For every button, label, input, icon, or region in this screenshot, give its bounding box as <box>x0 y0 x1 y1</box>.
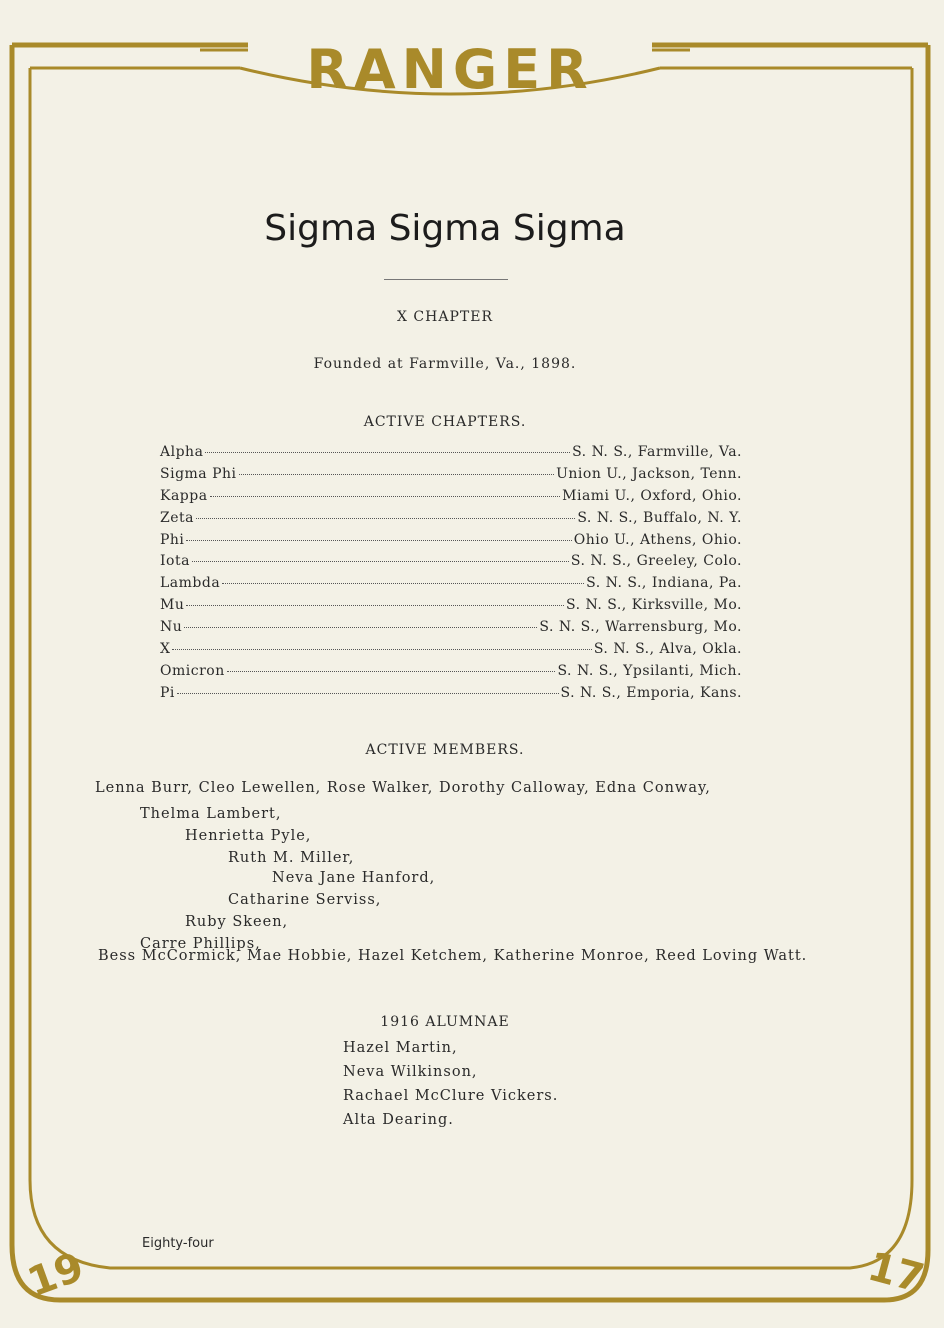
member-line: Carre Phillips, <box>140 936 261 952</box>
chapter-place: S. N. S., Warrensburg, Mo. <box>539 619 742 636</box>
chapter-row <box>160 553 742 575</box>
active-members-heading: ACTIVE MEMBERS. <box>365 742 525 758</box>
member-line: Neva Jane Hanford, <box>272 870 436 886</box>
ranger-banner: RANGER <box>306 38 594 101</box>
chapter-name: Pi <box>160 684 175 701</box>
alumnae-heading: 1916 ALUMNAE <box>380 1014 510 1030</box>
member-line: Thelma Lambert, <box>140 806 282 822</box>
member-line: Henrietta Pyle, <box>185 828 312 844</box>
chapter-place: S. N. S., Indiana, Pa. <box>586 575 742 592</box>
chapter-place: Miami U., Oxford, Ohio. <box>562 487 742 504</box>
chapter-row <box>160 444 742 466</box>
member-line: Ruby Skeen, <box>185 914 289 930</box>
member-line: Ruth M. Miller, <box>228 850 355 866</box>
chapter-row <box>160 532 742 554</box>
chapters-list <box>160 444 742 707</box>
chapter-name: X <box>160 641 171 658</box>
founded-text: Founded at Farmville, Va., 1898. <box>313 356 577 372</box>
chapter-row <box>160 663 742 685</box>
chapter-name: Nu <box>160 619 183 636</box>
chapter-place: S. N. S., Buffalo, N. Y. <box>577 509 742 526</box>
alumna-name: Hazel Martin, <box>343 1040 458 1056</box>
chapter-row <box>160 619 742 641</box>
title-divider <box>384 279 508 280</box>
chapter-row <box>160 597 742 619</box>
chapter-name: Iota <box>160 553 190 570</box>
page-title: Sigma Sigma Sigma <box>264 208 626 249</box>
alumnae-list <box>343 1040 558 1136</box>
year-left-digits: 19 <box>21 1243 90 1307</box>
chapter-name: Kappa <box>160 487 208 504</box>
chapter-name: Omicron <box>160 662 225 679</box>
alumna-name: Rachael McClure Vickers. <box>343 1088 559 1104</box>
chapter-place: S. N. S., Farmville, Va. <box>572 444 742 460</box>
chapter-place: Ohio U., Athens, Ohio. <box>573 531 742 548</box>
chapter-place: S. N. S., Greeley, Colo. <box>570 553 742 570</box>
alumna-name: Neva Wilkinson, <box>343 1064 478 1080</box>
member-line: Bess McCormick, Mae Hobbie, Hazel Ketchem, Katherine Monroe, Reed Loving Watt. <box>98 948 808 964</box>
active-chapters-heading: ACTIVE CHAPTERS. <box>363 414 527 430</box>
chapter-place: S. N. S., Kirksville, Mo. <box>566 597 742 614</box>
member-line: Lenna Burr, Cleo Lewellen, Rose Walker, Dorothy Calloway, Edna Conway, <box>95 780 711 796</box>
chapter-name: Zeta <box>160 509 194 526</box>
chapter-row <box>160 466 742 488</box>
chapter-place: S. N. S., Alva, Okla. <box>593 641 742 658</box>
chapter-row <box>160 685 742 707</box>
chapter-name: Phi <box>160 531 185 548</box>
chapter-row <box>160 575 742 597</box>
chapter-label: X CHAPTER <box>397 309 493 325</box>
chapter-row <box>160 488 742 510</box>
chapter-name: Mu <box>160 597 185 614</box>
page-number: Eighty-four <box>142 1236 214 1251</box>
alumna-name: Alta Dearing. <box>343 1112 454 1128</box>
year-right-digits: 17 <box>862 1243 929 1303</box>
chapter-name: Alpha <box>160 444 204 460</box>
chapter-place: S. N. S., Ypsilanti, Mich. <box>557 662 742 679</box>
chapter-place: S. N. S., Emporia, Kans. <box>560 684 742 701</box>
chapter-row <box>160 510 742 532</box>
chapter-place: Union U., Jackson, Tenn. <box>556 465 742 482</box>
chapter-row <box>160 641 742 663</box>
chapter-name: Sigma Phi <box>160 465 237 482</box>
chapter-name: Lambda <box>160 575 221 592</box>
member-line: Catharine Serviss, <box>228 892 382 908</box>
